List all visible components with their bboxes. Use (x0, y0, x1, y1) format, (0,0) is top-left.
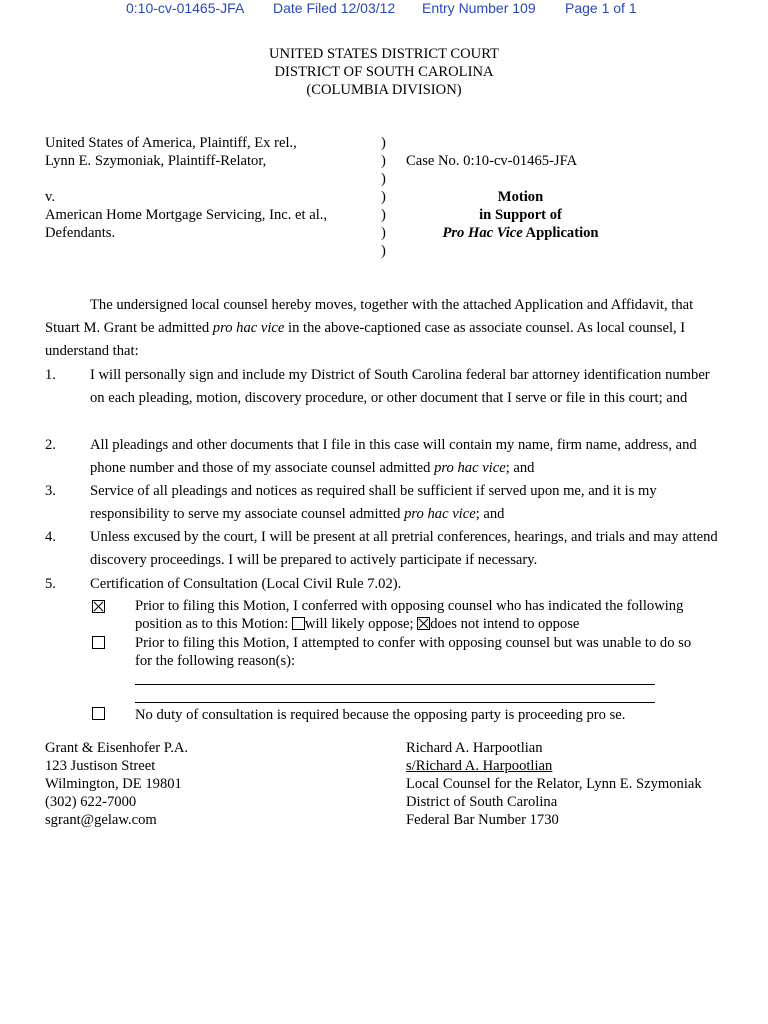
motion-title-rest: Application (522, 225, 599, 241)
filing-date: Date Filed 12/03/12 (273, 0, 396, 16)
filing-entry-number: Entry Number 109 (422, 0, 536, 16)
caption-plaintiff-line1: United States of America, Plaintiff, Ex rel., (45, 135, 297, 151)
court-district: DISTRICT OF SOUTH CAROLINA (274, 64, 494, 80)
firm-name: Grant & Eisenhofer P.A. (45, 740, 189, 756)
caption-paren: ) (381, 171, 386, 187)
case-number: Case No. 0:10-cv-01465-JFA (406, 153, 578, 169)
consult-attempted-checkbox[interactable] (92, 636, 105, 649)
consult-attempted-line2: for the following reason(s): (135, 653, 296, 669)
caption-defendant-line1: American Home Mortgage Servicing, Inc. et al., (45, 207, 328, 223)
motion-title-line2: in Support of (479, 207, 562, 223)
caption-paren: ) (381, 225, 386, 241)
item-text-a: All pleadings and other documents that I file in this case will contain my name, firm name, address, and phone number and those of my associate counsel admitted (90, 437, 697, 477)
caption-paren: ) (381, 189, 386, 205)
item-text (90, 480, 720, 526)
item-text-b: ; and (505, 460, 535, 477)
item-text: Certification of Consultation (Local Civil Rule 7.02). (90, 576, 402, 592)
reason-blank-line[interactable] (135, 702, 655, 703)
filing-page-number: Page 1 of 1 (565, 0, 637, 16)
item-number: 5. (45, 576, 56, 592)
consult-none-text: No duty of consultation is required because the opposing party is proceeding pro se. (135, 707, 626, 723)
item-number: 1. (45, 367, 56, 383)
caption-defendant-line2: Defendants. (45, 225, 116, 241)
intro-text-2: in the above-captioned case as associate counsel. As local counsel, I understand that: (45, 320, 686, 360)
not-oppose-label: does not intend to oppose (430, 616, 580, 632)
item-text: Unless excused by the court, I will be present at all pretrial conferences, hearings, and trials and may attend discovery proceedings. I will be prepared to actively participate if necessary. (90, 529, 718, 569)
motion-title-line1: Motion (497, 189, 544, 205)
attorney-bar-number: Federal Bar Number 1730 (406, 812, 559, 828)
will-oppose-label: will likely oppose; (304, 616, 418, 632)
attorney-role: Local Counsel for the Relator, Lynn E. Szymoniak (406, 776, 702, 792)
item-number: 2. (45, 437, 56, 453)
consult-attempted-line1: Prior to filing this Motion, I attempted to confer with opposing counsel but was unable to do so (135, 635, 692, 651)
attorney-name: Richard A. Harpootlian (406, 740, 543, 756)
intro-paragraph (45, 294, 719, 364)
caption-paren: ) (381, 243, 386, 259)
caption-plaintiff-line2: Lynn E. Szymoniak, Plaintiff-Relator, (45, 153, 267, 169)
attorney-signature: s/Richard A. Harpootlian (406, 758, 553, 774)
consult-conferred-line1: Prior to filing this Motion, I conferred with opposing counsel who has indicated the following (135, 598, 684, 614)
firm-city: Wilmington, DE 19801 (45, 776, 182, 792)
intro-text-1: The undersigned local counsel hereby moves, together with the attached Application and Affidavit, that Stuart M. Grant be admitted (45, 297, 694, 337)
not-oppose-checkbox[interactable] (417, 617, 430, 630)
caption-paren: ) (381, 153, 386, 169)
item-text-italic: pro hac vice (404, 506, 476, 523)
court-name: UNITED STATES DISTRICT COURT (269, 46, 499, 62)
item-text (90, 434, 720, 480)
motion-title-line3 (406, 225, 635, 242)
item-text-italic: pro hac vice (434, 460, 506, 477)
consult-conferred-checkbox[interactable] (92, 600, 105, 613)
caption-paren: ) (381, 207, 386, 223)
item-number: 3. (45, 483, 56, 499)
filing-case-number: 0:10-cv-01465-JFA (126, 0, 245, 16)
consult-none-checkbox[interactable] (92, 707, 105, 720)
consult-conferred-line2 (135, 615, 579, 633)
firm-email: sgrant@gelaw.com (45, 812, 157, 828)
firm-phone: (302) 622-7000 (45, 794, 137, 810)
reason-blank-line[interactable] (135, 684, 655, 685)
court-division: (COLUMBIA DIVISION) (306, 82, 462, 98)
item-text-a: Service of all pleadings and notices as required shall be sufficient if served upon me, and it is my responsibility to serve my associate counsel admitted (90, 483, 657, 523)
attorney-district: District of South Carolina (406, 794, 558, 810)
item-number: 4. (45, 529, 56, 545)
item-text-b: ; and (475, 506, 505, 523)
item-text: I will personally sign and include my District of South Carolina federal bar attorney identification number on each pleading, motion, discovery procedure, or other document that I serve or file in this court; and (90, 367, 710, 407)
caption-paren: ) (381, 135, 386, 151)
will-oppose-checkbox[interactable] (292, 617, 305, 630)
intro-italic: pro hac vice (212, 320, 285, 337)
motion-title-italic: Pro Hac Vice (442, 225, 523, 241)
position-label: position as to this Motion: (135, 616, 292, 632)
caption-versus: v. (45, 189, 55, 205)
firm-street: 123 Justison Street (45, 758, 156, 774)
